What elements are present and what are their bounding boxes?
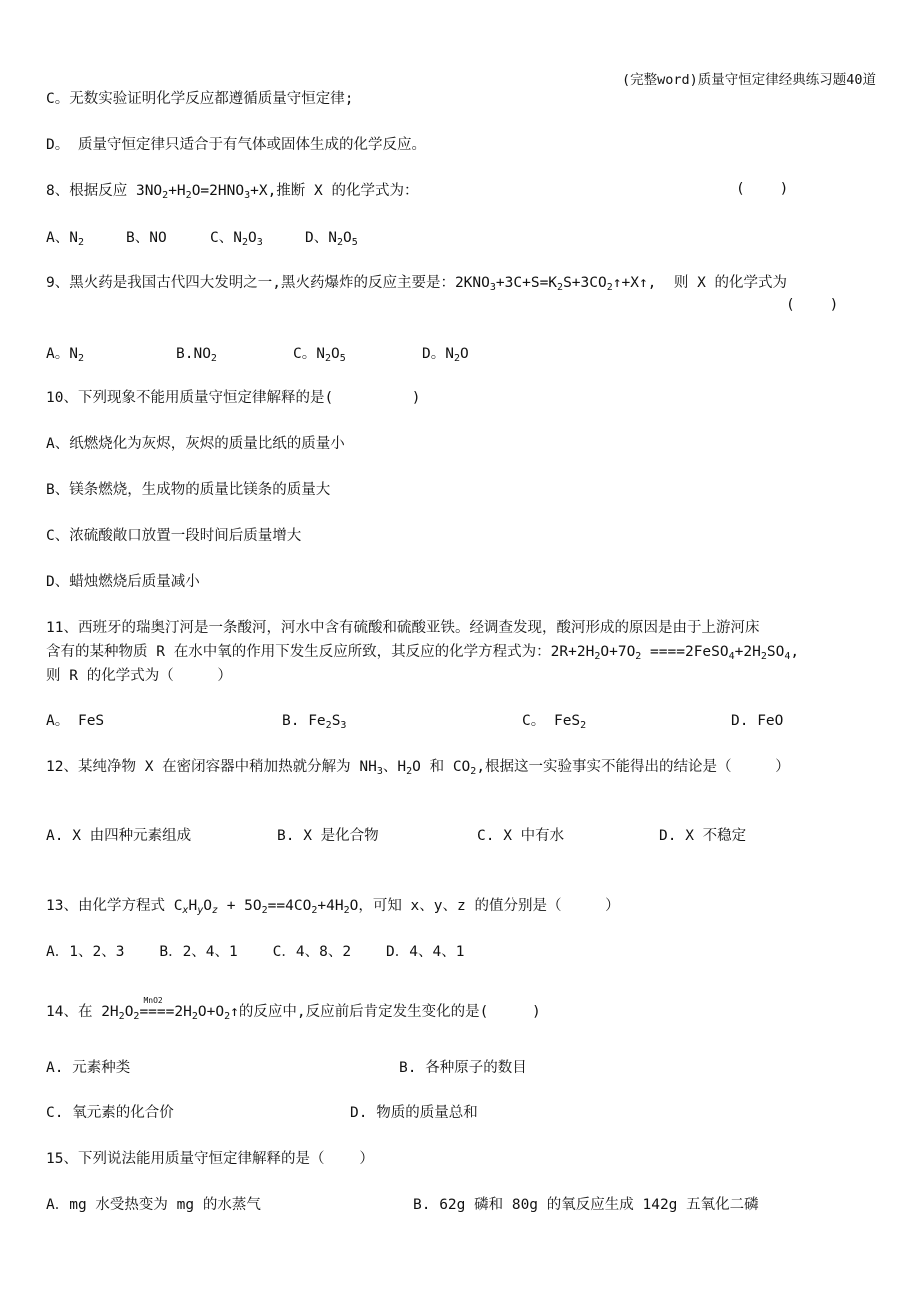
q9-option-c: C。$N_2O_5$ (293, 346, 346, 364)
q11-stem-line3: 则 R 的化学式为（ ） (46, 668, 232, 684)
q13-stem: 13、由化学方程式 $C_xH_yO_z + 5O_2==4CO_2+4H_2O$，可知 x、y、z 的值分别是（ ） (46, 898, 620, 916)
q15-option-a: A．mg 水受热变为 mg 的水蒸气 (46, 1197, 261, 1213)
q15-stem: 15、下列说法能用质量守恒定律解释的是（ ） (46, 1151, 374, 1167)
q8-option-b: B、NO (126, 230, 167, 246)
q8-option-c: C、$N_2O_3$ (210, 230, 263, 248)
q12-option-d: D. X 不稳定 (659, 828, 747, 844)
q11-option-d: D. FeO (731, 713, 784, 729)
q9-answer-paren: ( ) (786, 297, 839, 313)
q11-stem-line1: 11、西班牙的瑞奥汀河是一条酸河，河水中含有硫酸和硫酸亚铁。经调查发现，酸河形成的原因是由于上游河床 (46, 620, 760, 636)
q11-option-c: C。 FeS$_2$ (522, 713, 587, 731)
q8-stem: 8、根据反应 $3NO_2+H_2O=2HNO_3+X$,推断 X 的化学式为： (46, 183, 419, 201)
q10-stem: 10、下列现象不能用质量守恒定律解释的是( ) (46, 390, 421, 406)
document-header: (完整word)质量守恒定律经典练习题40道 (621, 72, 876, 88)
q14-stem: 14、在 $2H_2O_2$ MnO2 $====2H_2O+O_2↑$的反应中,反应前后肯定发生变化的是( ) (46, 996, 541, 1022)
q9-option-d: D。$N_2O$ (422, 346, 469, 364)
q12-option-c: C. X 中有水 (477, 828, 565, 844)
q8-answer-paren: ( ) (736, 181, 789, 197)
catalyst-equals-sign: MnO2 ==== (139, 996, 175, 1020)
q11-stem-line2: 含有的某种物质 R 在水中氧的作用下发生反应所致，其反应的化学方程式为：$2R+2H_2O+7O_2$ $====2FeSO_4+2H_2SO_4$, (46, 644, 800, 662)
q12-option-b: B. X 是化合物 (277, 828, 379, 844)
q14-option-b: B. 各种原子的数目 (399, 1060, 527, 1076)
q12-option-a: A. X 由四种元素组成 (46, 828, 192, 844)
q7-option-d: D。 质量守恒定律只适合于有气体或固体生成的化学反应。 (46, 137, 426, 153)
q14-option-d: D. 物质的质量总和 (350, 1105, 478, 1121)
q15-option-b: B. 62g 磷和 80g 的氧反应生成 142g 五氧化二磷 (413, 1197, 759, 1213)
q11-option-a: A。 FeS (46, 713, 105, 729)
q11-option-b: B. $Fe_2S_3$ (282, 713, 347, 731)
q9-option-b: $B.NO_2$ (176, 346, 217, 364)
q14-option-c: C. 氧元素的化合价 (46, 1105, 174, 1121)
q8-option-a: A、$N_2$ (46, 230, 84, 248)
q10-option-c: C、浓硫酸敞口放置一段时间后质量增大 (46, 528, 302, 544)
q12-stem: 12、某纯净物 X 在密闭容器中稍加热就分解为 $NH_3$、$H_2O$ 和 $CO_2$,根据这一实验事实不能得出的结论是（ ） (46, 759, 790, 777)
q14-option-a: A. 元素种类 (46, 1060, 131, 1076)
q9-stem: 9、黑火药是我国古代四大发明之一,黑火药爆炸的反应主要是：$2KNO_3+3C+S=K_2S+3CO_2↑+X↑$, 则 X 的化学式为 (46, 275, 788, 293)
q7-option-c: C。无数实验证明化学反应都遵循质量守恒定律; (46, 91, 354, 107)
q10-option-b: B、镁条燃烧，生成物的质量比镁条的质量大 (46, 482, 331, 498)
q10-option-a: A、纸燃烧化为灰烬，灰烬的质量比纸的质量小 (46, 436, 345, 452)
q9-option-a: A。$N_2$ (46, 346, 84, 364)
q10-option-d: D、蜡烛燃烧后质量减小 (46, 574, 200, 590)
q8-option-d: D、$N_2O_5$ (305, 230, 358, 248)
q13-options: A．1、2、3 B．2、4、1 C．4、8、2 D．4、4、1 (46, 944, 465, 960)
